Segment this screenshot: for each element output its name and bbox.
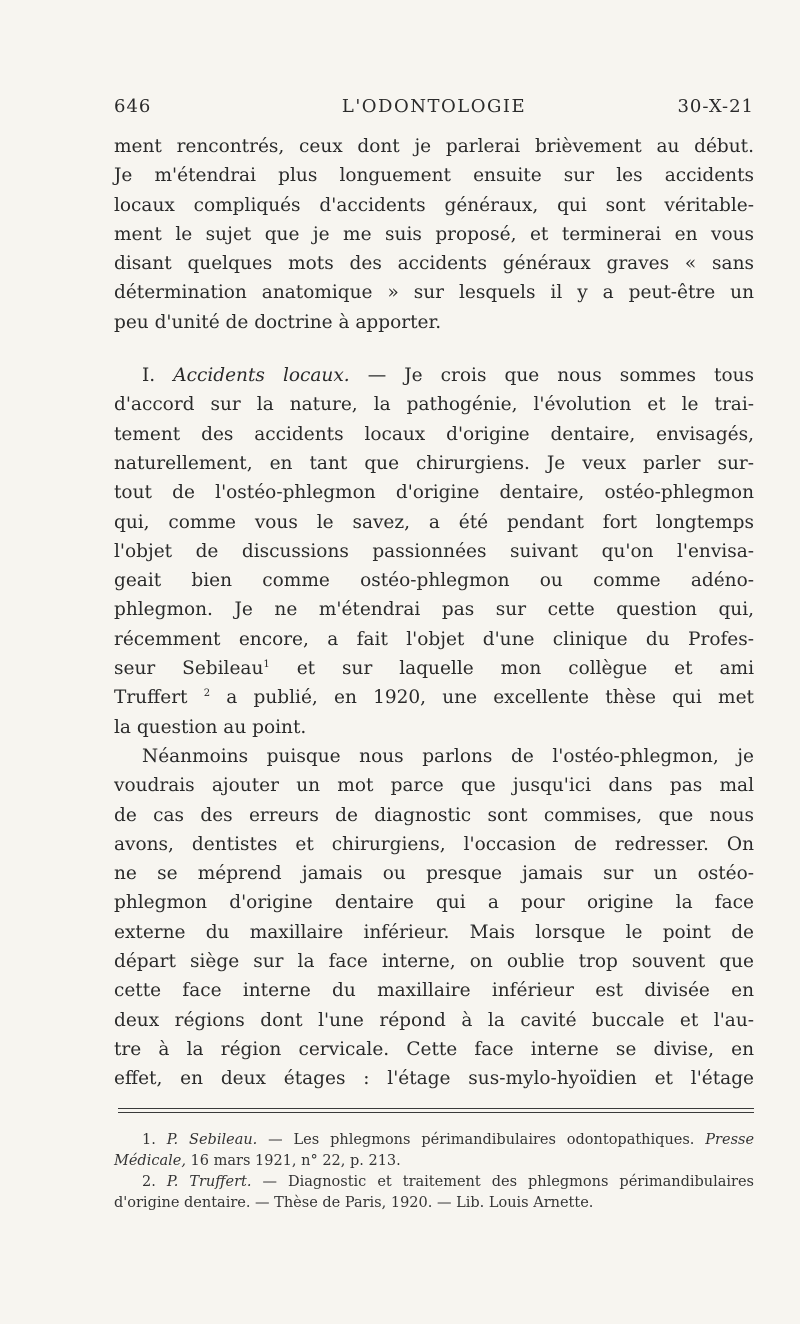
text-line: locaux compliqués d'accidents généraux, qui sont véritable- [114, 194, 754, 216]
footnote-author: P. Truffert. [166, 1174, 252, 1190]
running-header [114, 96, 754, 120]
text-line: deux régions dont l'une répond à la cavité buccale et l'au- [114, 1009, 754, 1031]
footnote-2-cont: d'origine dentaire. — Thèse de Paris, 1920. — Lib. Louis Arnette. [114, 1195, 594, 1211]
text-line: voudrais ajouter un mot parce que jusqu'ici dans pas mal [114, 775, 754, 797]
footnote-number: 1. [142, 1132, 156, 1148]
footnote-journal: Médicale, [114, 1153, 186, 1169]
footnote-number: 2. [142, 1174, 156, 1190]
text-line: l'objet de discussions passionnées suivant qu'on l'envisa- [114, 540, 754, 562]
text-line: tout de l'ostéo-phlegmon d'origine dentaire, ostéo-phlegmon [114, 482, 754, 504]
text-line: disant quelques mots des accidents généraux graves « sans [114, 253, 754, 275]
footnote-text: 16 mars 1921, n° 22, p. 213. [185, 1153, 401, 1169]
footnote-1-cont [114, 1151, 754, 1172]
footnote-ref-2[interactable]: 2 [203, 688, 211, 700]
text-line: geait bien comme ostéo-phlegmon ou comme adéno- [114, 570, 754, 592]
text-line: détermination anatomique » sur lesquels il y a peut-être un [114, 282, 754, 304]
text-line: effet, en deux étages : l'étage sus-mylo-hyoïdien et l'étage [114, 1068, 754, 1090]
text-line: ment rencontrés, ceux dont je parlerai brièvement au début. [114, 136, 754, 157]
text-line: phlegmon d'origine dentaire qui a pour origine la face [114, 892, 754, 914]
section-heading: Accidents locaux. [173, 365, 350, 387]
text-line: naturellement, en tant que chirurgiens. Je veux parler sur- [114, 452, 754, 474]
footnote-2 [114, 1172, 754, 1193]
footnote-text: — Les phlegmons périmandibulaires odontopathiques. [257, 1132, 706, 1148]
text-fragment: — Je crois que nous sommes tous [367, 365, 754, 387]
text-line [114, 654, 754, 683]
text-line: phlegmon. Je ne m'étendrai pas sur cette question qui, [114, 599, 754, 621]
text-line: Néanmoins puisque nous parlons de l'ostéo-phlegmon, je [142, 745, 754, 767]
text-fragment: Truffert [114, 687, 188, 709]
text-line: tre à la région cervicale. Cette face interne se divise, en [114, 1038, 754, 1060]
section-numeral: I. [142, 365, 156, 387]
text-line: départ siège sur la face interne, on oublie trop souvent que [114, 951, 754, 973]
text-line: récemment encore, a fait l'objet d'une clinique du Profes- [114, 628, 754, 650]
issue-date: 30-X-21 [677, 96, 754, 117]
footnote-journal: Presse [705, 1132, 755, 1148]
text-line: la question au point. [114, 716, 307, 738]
text-line: de cas des erreurs de diagnostic sont commises, que nous [114, 804, 754, 826]
body-text [114, 132, 754, 1094]
running-title: L'ODONTOLOGIE [341, 96, 527, 117]
text-line: d'accord sur la nature, la pathogénie, l'évolution et le trai- [114, 394, 754, 416]
text-fragment: a publié, en 1920, une excellente thèse qui met [210, 687, 754, 709]
text-line [114, 683, 754, 712]
footnote-divider [118, 1108, 754, 1113]
text-line: cette face interne du maxillaire inférieur est divisée en [114, 980, 754, 1002]
footnote-text: — Diagnostic et traitement des phlegmons périmandibulaires [251, 1174, 755, 1190]
footnote-author: P. Sebileau. [166, 1132, 258, 1148]
footnote-ref-1[interactable]: 1 [263, 659, 270, 671]
text-fragment: seur Sebileau [114, 658, 264, 680]
page-number: 646 [114, 96, 152, 117]
text-line: externe du maxillaire inférieur. Mais lorsque le point de [114, 921, 754, 943]
text-line: peu d'unité de doctrine à apporter. [114, 311, 442, 333]
text-fragment: et sur laquelle mon collègue et ami [269, 658, 754, 680]
text-line: tement des accidents locaux d'origine dentaire, envisagés, [114, 423, 754, 445]
section-heading-line [114, 361, 754, 390]
text-line: ment le sujet que je me suis proposé, et terminerai en vous [114, 223, 754, 245]
text-line: qui, comme vous le savez, a été pendant fort longtemps [114, 511, 754, 533]
text-line: ne se méprend jamais ou presque jamais sur un ostéo- [114, 863, 754, 885]
text-line: avons, dentistes et chirurgiens, l'occasion de redresser. On [114, 833, 754, 855]
text-line: Je m'étendrai plus longuement ensuite sur les accidents [114, 165, 754, 187]
footnote-1 [114, 1130, 754, 1151]
footnotes [114, 1130, 754, 1214]
